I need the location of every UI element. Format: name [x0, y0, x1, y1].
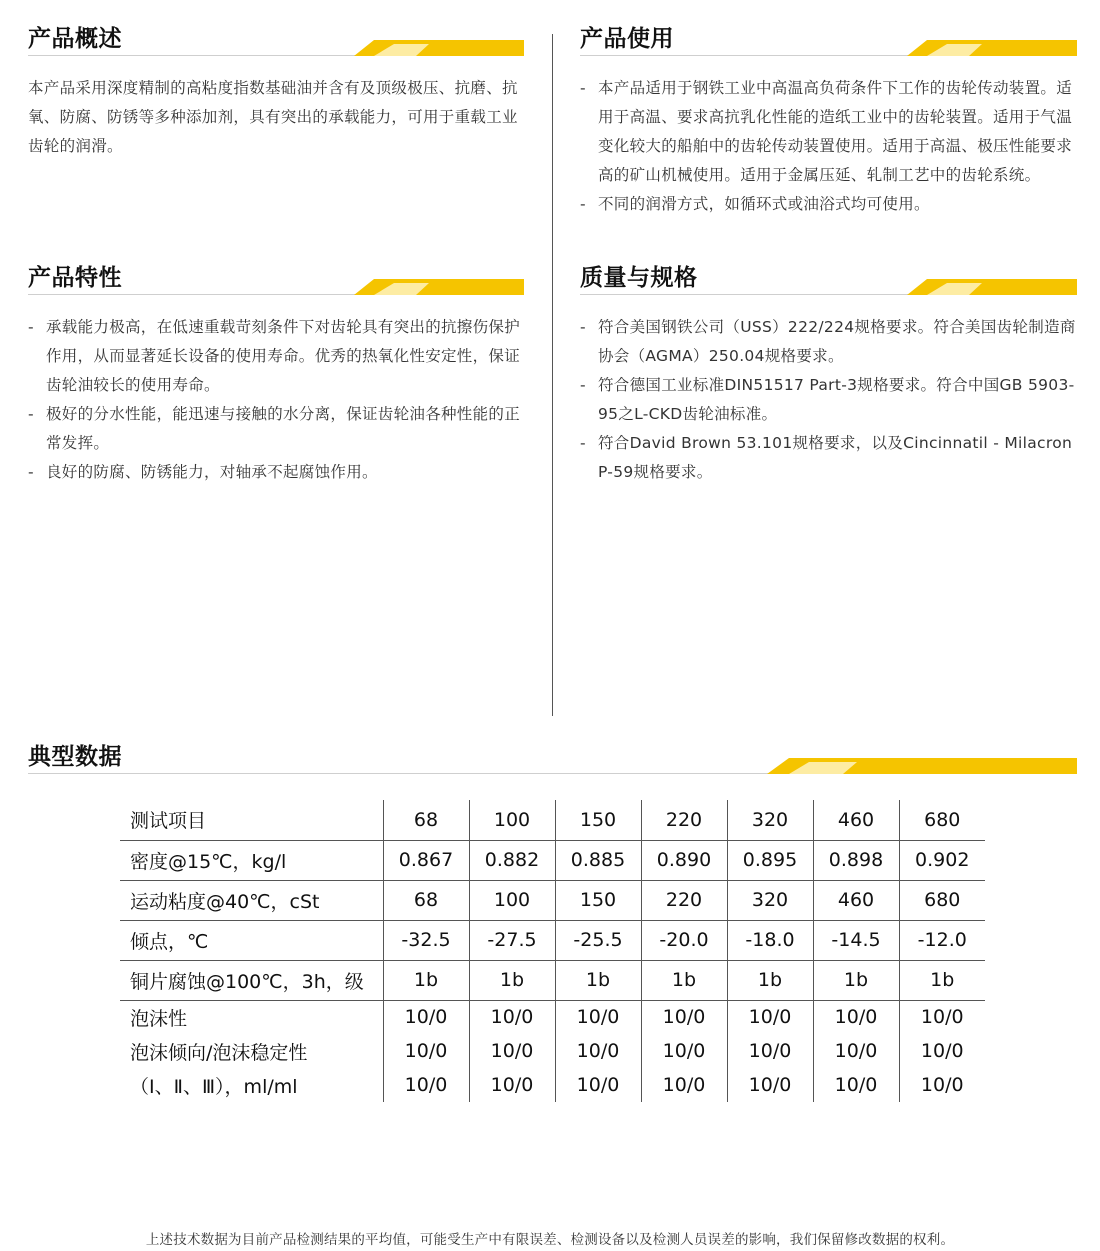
list-item: - 不同的润滑方式，如循环式或油浴式均可使用。	[580, 190, 1077, 219]
quality-title: 质量与规格	[580, 265, 698, 291]
column-divider	[552, 34, 553, 716]
table-cell: 680	[899, 880, 985, 920]
table-cell: 10/0	[383, 1000, 469, 1034]
list-item: - 本产品适用于钢铁工业中高温高负荷条件下工作的齿轮传动装置。适用于高温、要求高抗乳化性能的造纸工业中的齿轮装置。适用于气温变化较大的船舶中的齿轮传动装置使用。适用于高温、极压性能要求高的矿山机械使用。适用于金属压延、轧制工艺中的齿轮系统。	[580, 74, 1077, 190]
table-cell: 100	[469, 800, 555, 840]
typical-title-underline	[28, 770, 1077, 774]
overview-title: 产品概述	[28, 26, 122, 52]
table-cell: 150	[555, 800, 641, 840]
row-label: 测试项目	[120, 800, 383, 840]
table-row	[120, 960, 985, 1000]
usage-section	[580, 24, 1077, 219]
table-cell: 0.895	[727, 840, 813, 880]
features-section	[28, 263, 524, 487]
row-label: 密度@15℃，kg/l	[120, 840, 383, 880]
table-cell: 220	[641, 800, 727, 840]
table-cell: 10/0	[469, 1034, 555, 1068]
table-cell: 320	[727, 800, 813, 840]
table-cell: 100	[469, 880, 555, 920]
table-cell: 10/0	[813, 1068, 899, 1102]
overview-title-underline	[28, 52, 524, 56]
list-item: - 符合德国工业标准DIN51517 Part-3规格要求。符合中国GB 5903-95之L-CKD齿轮油标准。	[580, 371, 1077, 429]
table-cell: 10/0	[641, 1000, 727, 1034]
table-cell: 68	[383, 880, 469, 920]
table-cell: 320	[727, 880, 813, 920]
table-cell: 1b	[641, 960, 727, 1000]
table-cell: -14.5	[813, 920, 899, 960]
quality-list	[580, 313, 1077, 487]
accent-stripe-icon	[354, 279, 524, 295]
table-cell: 10/0	[727, 1068, 813, 1102]
table-cell: 1b	[555, 960, 641, 1000]
typical-header	[28, 742, 1077, 772]
typical-data-table	[120, 800, 985, 1102]
table-cell: -27.5	[469, 920, 555, 960]
table-cell: 10/0	[899, 1034, 985, 1068]
table-cell: 0.898	[813, 840, 899, 880]
table-cell: 10/0	[469, 1000, 555, 1034]
table-cell: 680	[899, 800, 985, 840]
row-label: 泡沫倾向/泡沫稳定性	[130, 1041, 308, 1064]
table-row	[120, 1000, 985, 1034]
table-cell: 1b	[813, 960, 899, 1000]
table-cell: 10/0	[899, 1000, 985, 1034]
overview-header	[28, 24, 524, 54]
table-cell: 0.867	[383, 840, 469, 880]
table-cell: 1b	[383, 960, 469, 1000]
features-list	[28, 313, 524, 487]
table-cell: 10/0	[469, 1068, 555, 1102]
usage-list	[580, 74, 1077, 219]
table-cell: 10/0	[383, 1034, 469, 1068]
list-item: - 符合美国钢铁公司（USS）222/224规格要求。符合美国齿轮制造商协会（AGMA）250.04规格要求。	[580, 313, 1077, 371]
table-cell: -32.5	[383, 920, 469, 960]
table-cell: 1b	[469, 960, 555, 1000]
list-item: - 承载能力极高，在低速重载苛刻条件下对齿轮具有突出的抗擦伤保护作用，从而显著延长设备的使用寿命。优秀的热氧化性安定性，保证齿轮油较长的使用寿命。	[28, 313, 524, 400]
table-cell: 0.882	[469, 840, 555, 880]
table-row	[120, 880, 985, 920]
table-cell: 1b	[899, 960, 985, 1000]
table-cell: 10/0	[641, 1068, 727, 1102]
typical-title: 典型数据	[28, 744, 122, 770]
table-cell: 10/0	[899, 1068, 985, 1102]
accent-stripe-icon	[907, 279, 1077, 295]
table-row	[120, 1034, 985, 1068]
table-cell: -20.0	[641, 920, 727, 960]
table-cell: 150	[555, 880, 641, 920]
table-cell: 10/0	[727, 1034, 813, 1068]
row-label: 运动粘度@40℃，cSt	[120, 880, 383, 920]
row-label: 泡沫性	[130, 1007, 188, 1030]
usage-title: 产品使用	[580, 26, 674, 52]
table-cell: 10/0	[641, 1034, 727, 1068]
table-cell: 10/0	[555, 1034, 641, 1068]
overview-text: 本产品采用深度精制的高粘度指数基础油并含有及顶级极压、抗磨、抗氧、防腐、防锈等多种添加剂，具有突出的承载能力，可用于重载工业齿轮的润滑。	[28, 79, 518, 155]
table-cell: -12.0	[899, 920, 985, 960]
features-header	[28, 263, 524, 293]
usage-title-underline	[580, 52, 1077, 56]
table-cell: 1b	[727, 960, 813, 1000]
usage-header	[580, 24, 1077, 54]
table-row	[120, 840, 985, 880]
table-row	[120, 920, 985, 960]
accent-stripe-icon	[767, 758, 1077, 774]
list-item: - 符合David Brown 53.101规格要求，以及Cincinnatil - Milacron P-59规格要求。	[580, 429, 1077, 487]
table-cell: 220	[641, 880, 727, 920]
quality-title-underline	[580, 291, 1077, 295]
table-cell: 0.902	[899, 840, 985, 880]
row-label: 铜片腐蚀@100℃，3h，级	[120, 960, 383, 1000]
table-cell: 0.885	[555, 840, 641, 880]
table-row	[120, 800, 985, 840]
row-label: （Ⅰ、Ⅱ、Ⅲ），ml/ml	[130, 1075, 298, 1098]
table-cell: 0.890	[641, 840, 727, 880]
table-cell: 10/0	[813, 1000, 899, 1034]
overview-section	[28, 24, 524, 161]
table-cell: 10/0	[383, 1068, 469, 1102]
table-cell: 460	[813, 880, 899, 920]
table-cell: 68	[383, 800, 469, 840]
table-cell: 10/0	[727, 1000, 813, 1034]
features-title-underline	[28, 291, 524, 295]
table-cell: -18.0	[727, 920, 813, 960]
quality-header	[580, 263, 1077, 293]
accent-stripe-icon	[354, 40, 524, 56]
row-label: 倾点，℃	[120, 920, 383, 960]
list-item: - 极好的分水性能，能迅速与接触的水分离，保证齿轮油各种性能的正常发挥。	[28, 400, 524, 458]
table-cell: 10/0	[555, 1068, 641, 1102]
list-item: - 良好的防腐、防锈能力，对轴承不起腐蚀作用。	[28, 458, 524, 487]
accent-stripe-icon	[907, 40, 1077, 56]
table-cell: 10/0	[555, 1000, 641, 1034]
features-title: 产品特性	[28, 265, 122, 291]
footnote: 上述技术数据为目前产品检测结果的平均值，可能受生产中有限误差、检测设备以及检测人员误差的影响，我们保留修改数据的权利。	[145, 1232, 955, 1248]
quality-section	[580, 263, 1077, 487]
table-cell: 10/0	[813, 1034, 899, 1068]
table-cell: -25.5	[555, 920, 641, 960]
typical-section	[28, 742, 1077, 772]
table-cell: 460	[813, 800, 899, 840]
table-row	[120, 1068, 985, 1102]
